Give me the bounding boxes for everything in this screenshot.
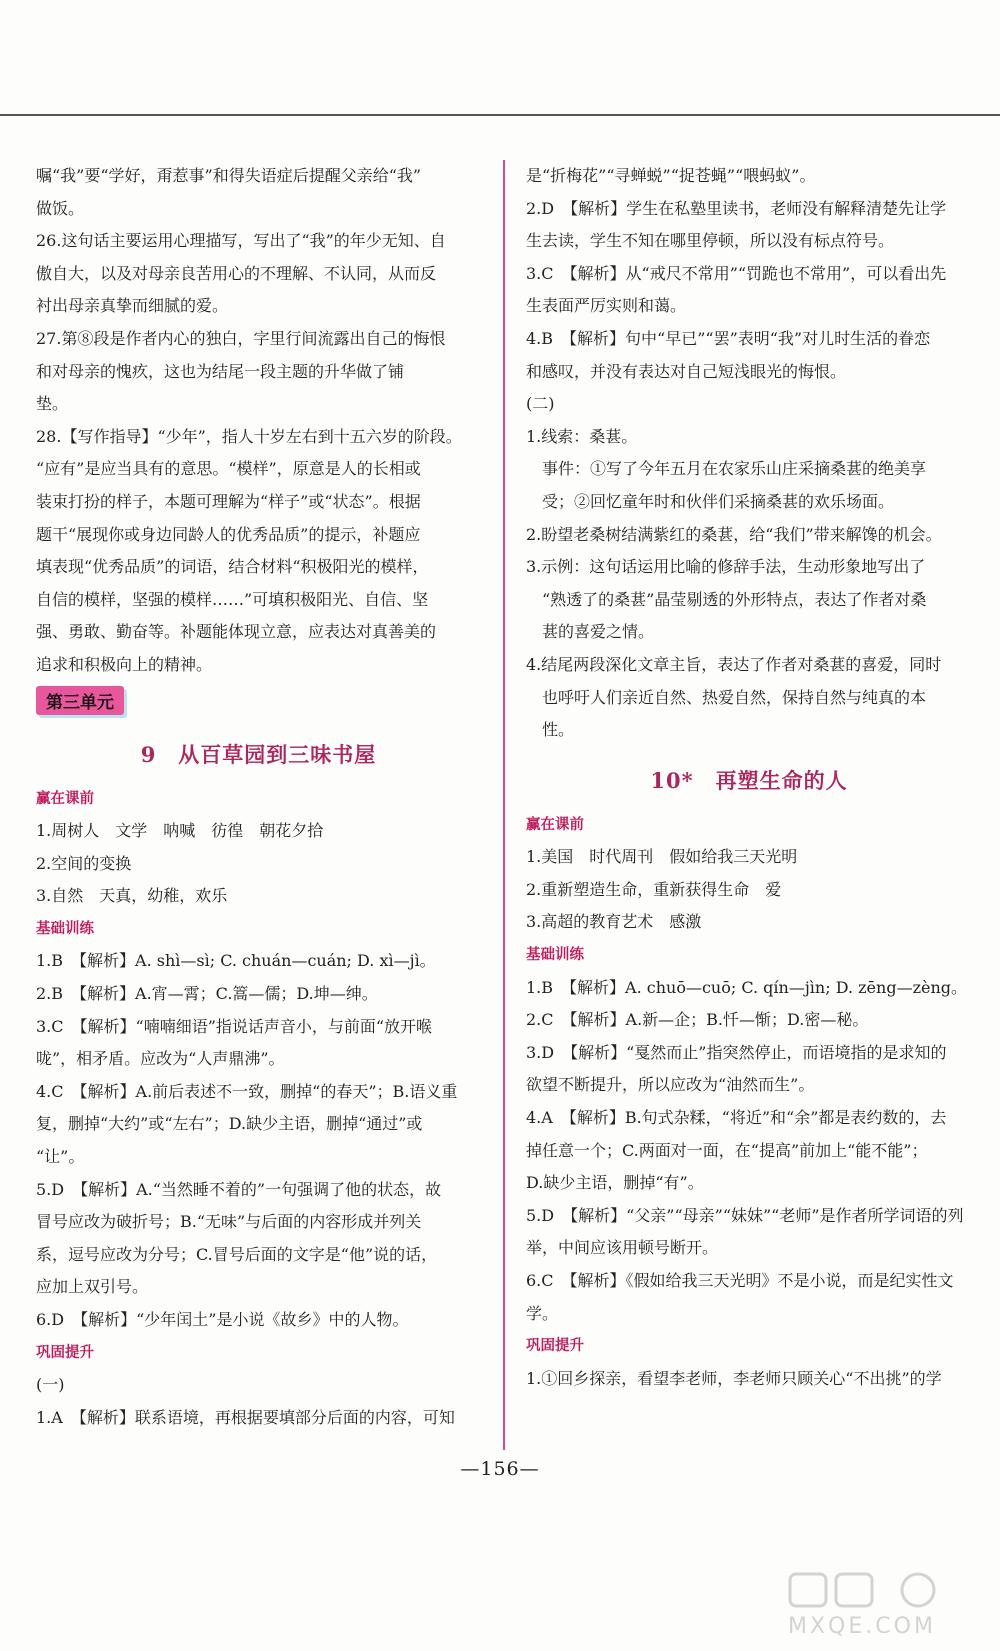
top-rule [0, 114, 1000, 116]
section-heading: 基础训练 [526, 947, 584, 964]
text-line: 衬出母亲真挚而细腻的爱。 [36, 296, 229, 316]
text-line: 3.C 【解析】从“戒尺不常用”“罚跪也不常用”，可以看出先 [526, 263, 947, 283]
text-line: 5.D 【解析】“父亲”“母亲”“妹妹”“老师”是作者所学词语的列 [526, 1205, 964, 1225]
text-line: 填表现“优秀品质”的词语，结合材料“积极阳光的模样， [36, 557, 429, 577]
text-line: 28.【写作指导】“少年”，指人十岁左右到十五六岁的阶段。 [36, 426, 462, 446]
text-line: 2.D 【解析】学生在私塾里读书，老师没有解释清楚先让学 [526, 198, 947, 218]
text-line: 应加上双引号。 [36, 1277, 149, 1297]
text-line: 4.A 【解析】B.句式杂糅，“将近”和“余”都是表约数的，去 [526, 1108, 947, 1128]
text-line: “应有”是应当具有的意思。“模样”，原意是人的长相或 [36, 459, 421, 479]
text-line: 强、勇敢、勤奋等。补题能体现立意，应表达对真善美的 [36, 622, 437, 642]
text-line: “熟透了的桑葚”晶莹剔透的外形特点，表达了作者对桑 [526, 589, 927, 609]
text-line: 也呼吁人们亲近自然、热爱自然，保持自然与纯真的本 [526, 687, 927, 707]
watermark-logo [788, 1570, 978, 1640]
text-line: 自信的模样，坚强的模样……”可填积极阳光、自信、坚 [36, 589, 429, 609]
section-heading: 巩固提升 [36, 1344, 94, 1361]
text-line: 受；②回忆童年时和伙伴们采摘桑葚的欢乐场面。 [526, 491, 895, 511]
text-line: 性。 [526, 720, 575, 740]
text-line: 2.C 【解析】A.新—企；B.忏—惭；D.密—秘。 [526, 1010, 869, 1030]
text-line: 做饭。 [36, 198, 85, 218]
text-line: 27.第⑧段是作者内心的独白，字里行间流露出自己的悔恨 [36, 328, 446, 348]
text-line: 欲望不断提升，所以应改为“油然而生”。 [526, 1075, 815, 1095]
text-line: 4.结尾两段深化文章主旨，表达了作者对桑葚的喜爱，同时 [526, 654, 942, 674]
text-line: 1.B 【解析】A. chuō—cuō; C. qín—jìn; D. zēng—zèng。 [526, 977, 968, 997]
text-line: 1.A 【解析】联系语境，再根据要填部分后面的内容，可知 [36, 1407, 455, 1427]
text-line: 咙”，相矛盾。应改为“人声鼎沸”。 [36, 1049, 285, 1069]
text-line: 2.空间的变换 [36, 853, 132, 873]
text-line: 3.高超的教育艺术 感激 [526, 912, 702, 932]
text-line: 生表面严厉实则和蔼。 [526, 296, 687, 316]
text-line: 题干“展现你或身边同龄人的优秀品质”的提示，补题应 [36, 524, 421, 544]
section-heading: 赢在课前 [526, 816, 584, 833]
text-line: 6.D 【解析】“少年闰土”是小说《故乡》中的人物。 [36, 1310, 409, 1329]
text-line: 事件：①写了今年五月在农家乐山庄采摘桑葚的绝美享 [526, 459, 927, 479]
text-line: 1.B 【解析】A. shì—sì; C. chuán—cuán; D. xì—jì。 [36, 951, 436, 971]
text-line: (二) [526, 394, 555, 414]
text-line: 和对母亲的愧疚，这也为结尾一段主题的升华做了铺 [36, 361, 405, 381]
text-line: 6.C 【解析】《假如给我三天光明》不是小说，而是纪实性文 [526, 1271, 954, 1290]
left-column [36, 160, 481, 1434]
watermark-text: MXQE.COM [788, 1614, 936, 1639]
text-line: 装束打扮的样子，本题可理解为“样子”或“状态”。根据 [36, 491, 421, 511]
text-line: 冒号应改为破折号；B.“无味”与后面的内容形成并列关 [36, 1212, 422, 1232]
text-line: 垫。 [36, 394, 69, 414]
text-line: D.缺少主语，删掉“有”。 [526, 1173, 704, 1193]
text-line: 追求和积极向上的精神。 [36, 654, 213, 674]
text-line: 系，逗号应改为分号；C.冒号后面的文字是“他”说的话， [36, 1244, 438, 1264]
unit-badge: 第三单元 [36, 686, 124, 715]
lesson-title: 10* 再塑生命的人 [650, 767, 848, 793]
text-line: 1.线索：桑葚。 [526, 426, 638, 446]
text-line: 2.B 【解析】A.宵—霄；C.篙—儒；D.坤—绅。 [36, 984, 378, 1004]
text-line: 生去读，学生不知在哪里停顿，所以没有标点符号。 [526, 231, 895, 251]
text-line: 复，删掉“大约”或“左右”；D.缺少主语，删掉“通过”或 [36, 1114, 423, 1134]
text-line: 2.重新塑造生命，重新获得生命 爱 [526, 879, 782, 899]
text-line: 和感叹，并没有表达对自己短浅眼光的悔恨。 [526, 361, 847, 381]
text-line: 是“折梅花”“寻蝉蜕”“捉苍蝇”“喂蚂蚁”。 [526, 166, 816, 185]
text-line: 学。 [526, 1303, 559, 1323]
page-number: —156— [460, 1458, 540, 1480]
text-line: 26.这句话主要运用心理描写，写出了“我”的年少无知、自 [36, 231, 446, 251]
text-line: 掉任意一个；C.两面对一面，在“提高”前加上“能不能”； [526, 1140, 928, 1160]
text-line: 3.C 【解析】“喃喃细语”指说话声音小，与前面“放开喉 [36, 1016, 433, 1036]
section-heading: 赢在课前 [36, 790, 94, 807]
section-heading: 巩固提升 [526, 1338, 584, 1355]
text-line: 3.自然 天真，幼稚，欢乐 [36, 886, 228, 906]
text-line: 1.美国 时代周刊 假如给我三天光明 [526, 847, 798, 867]
watermark-icon [788, 1570, 978, 1610]
text-line: 嘱“我”要“学好，甭惹事”和得失语症后提醒父亲给“我” [36, 166, 422, 185]
text-line: (一) [36, 1375, 65, 1395]
unit-badge-row [36, 682, 481, 721]
text-line: 1.周树人 文学 呐喊 彷徨 朝花夕拾 [36, 821, 324, 841]
right-column [526, 160, 972, 1395]
text-line: 葚的喜爱之情。 [526, 622, 655, 642]
text-line: 4.C 【解析】A.前后表述不一致，删掉“的春天”；B.语义重 [36, 1081, 458, 1101]
text-line: 3.D 【解析】“戛然而止”指突然停止，而语境指的是求知的 [526, 1042, 947, 1062]
column-divider [503, 160, 505, 1450]
section-heading: 基础训练 [36, 920, 94, 937]
text-line: 傲自大，以及对母亲良苦用心的不理解、不认同，从而反 [36, 263, 437, 283]
lesson-title: 9 从百草园到三味书屋 [140, 741, 377, 767]
text-line: “让”。 [36, 1147, 85, 1167]
text-line: 1.①回乡探亲，看望李老师，李老师只顾关心“不出挑”的学 [526, 1368, 942, 1388]
text-line: 3.示例：这句话运用比喻的修辞手法，生动形象地写出了 [526, 557, 926, 577]
text-line: 举，中间应该用顿号断开。 [526, 1238, 719, 1258]
text-line: 4.B 【解析】句中“早已”“罢”表明“我”对儿时生活的眷恋 [526, 328, 931, 348]
text-line: 2.盼望老桑树结满紫红的桑葚，给“我们”带来解馋的机会。 [526, 524, 942, 544]
text-line: 5.D 【解析】A.“当然睡不着的”一句强调了他的状态，故 [36, 1179, 442, 1199]
